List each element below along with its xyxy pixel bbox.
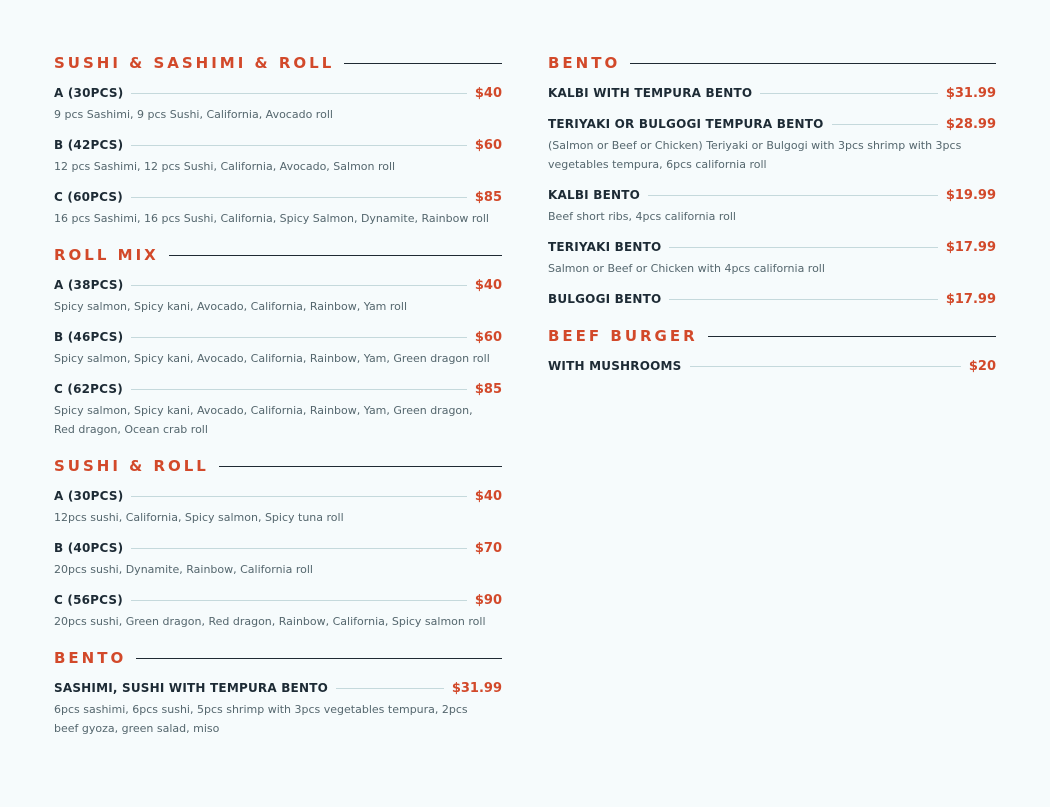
menu-item	[54, 590, 502, 631]
menu-item-name: C (62PCS)	[54, 382, 123, 396]
menu-item-name: WITH MUSHROOMS	[548, 359, 682, 373]
section-header	[548, 325, 996, 347]
menu-section	[548, 325, 996, 376]
menu-item-row	[548, 114, 996, 134]
menu-item	[54, 327, 502, 368]
menu-item	[54, 135, 502, 176]
menu-item-name: A (38PCS)	[54, 278, 124, 292]
section-items	[54, 83, 502, 228]
menu-item	[548, 185, 996, 226]
menu-item-name: A (30PCS)	[54, 86, 124, 100]
menu-item	[54, 486, 502, 527]
menu-item	[548, 237, 996, 278]
menu-item-name: KALBI WITH TEMPURA BENTO	[548, 86, 753, 100]
menu-item-leader	[131, 197, 467, 198]
menu-item	[54, 275, 502, 316]
menu-item-price: $31.99	[451, 680, 502, 696]
section-header	[54, 52, 502, 74]
menu-item-description: 20pcs sushi, Green dragon, Red dragon, Rainbow, California, Spicy salmon roll	[54, 615, 486, 628]
menu-item-row	[54, 486, 502, 506]
menu-item-leader	[669, 247, 937, 248]
menu-item-name: TERIYAKI BENTO	[548, 240, 662, 254]
menu-item-name: TERIYAKI OR BULGOGI TEMPURA BENTO	[548, 117, 824, 131]
menu-item-price: $85	[474, 381, 502, 397]
section-title: BENTO	[548, 54, 621, 72]
section-divider	[169, 255, 502, 256]
section-items	[54, 275, 502, 439]
section-items	[548, 356, 996, 376]
menu-item	[54, 678, 502, 738]
menu-item-price: $20	[968, 358, 996, 374]
menu-item-name: C (60PCS)	[54, 190, 123, 204]
menu-item-description: 16 pcs Sashimi, 16 pcs Sushi, California, Spicy Salmon, Dynamite, Rainbow roll	[54, 212, 489, 225]
menu-item-price: $17.99	[945, 239, 996, 255]
section-header	[54, 647, 502, 669]
menu-column-left	[54, 52, 502, 754]
menu-item	[54, 187, 502, 228]
menu-section	[548, 52, 996, 309]
menu-item-leader	[131, 600, 467, 601]
menu-item-name: KALBI BENTO	[548, 188, 640, 202]
menu-item-row	[54, 379, 502, 399]
menu-item-leader	[131, 145, 467, 146]
section-items	[548, 83, 996, 309]
menu-item-price: $28.99	[945, 116, 996, 132]
menu-item-row	[54, 538, 502, 558]
menu-item-price: $90	[474, 592, 502, 608]
menu-item-leader	[131, 285, 466, 286]
menu-item-row	[54, 83, 502, 103]
menu-item-price: $31.99	[945, 85, 996, 101]
section-header	[54, 455, 502, 477]
menu-item-price: $85	[474, 189, 502, 205]
menu-item-leader	[690, 366, 961, 367]
section-title: SUSHI & ROLL	[54, 457, 209, 475]
menu-item-row	[548, 83, 996, 103]
menu-item-leader	[832, 124, 938, 125]
menu-item-description: Salmon or Beef or Chicken with 4pcs california roll	[548, 262, 825, 275]
menu-item-row	[548, 185, 996, 205]
menu-item-leader	[760, 93, 938, 94]
menu-item-row	[548, 356, 996, 376]
section-title: BENTO	[54, 649, 127, 667]
menu-item-description: Spicy salmon, Spicy kani, Avocado, California, Rainbow, Yam, Green dragon, Red dragon, Ocean crab roll	[54, 404, 473, 436]
menu-item-description: 20pcs sushi, Dynamite, Rainbow, California roll	[54, 563, 313, 576]
menu-item-leader	[131, 337, 467, 338]
menu-item-description: (Salmon or Beef or Chicken) Teriyaki or Bulgogi with 3pcs shrimp with 3pcs vegetables tempura, 6pcs california roll	[548, 139, 962, 171]
menu-section	[54, 244, 502, 439]
menu-item-leader	[648, 195, 938, 196]
menu-item-description: 12 pcs Sashimi, 12 pcs Sushi, California, Avocado, Salmon roll	[54, 160, 396, 173]
section-header	[548, 52, 996, 74]
menu-item-leader	[131, 496, 466, 497]
menu-item-row	[54, 275, 502, 295]
section-divider	[344, 63, 502, 64]
menu-column-right	[548, 52, 996, 392]
menu-item-row	[548, 237, 996, 257]
menu-item-description: Spicy salmon, Spicy kani, Avocado, California, Rainbow, Yam roll	[54, 300, 408, 313]
section-divider	[708, 336, 996, 337]
menu-item-row	[54, 327, 502, 347]
menu-item-description: Beef short ribs, 4pcs california roll	[548, 210, 736, 223]
section-divider	[219, 466, 502, 467]
menu-item-name: SASHIMI, SUSHI WITH TEMPURA BENTO	[54, 681, 328, 695]
menu-item-name: B (42PCS)	[54, 138, 124, 152]
menu-item-price: $19.99	[945, 187, 996, 203]
menu-item-name: C (56PCS)	[54, 593, 123, 607]
menu-item-name: BULGOGI BENTO	[548, 292, 662, 306]
menu-item	[548, 356, 996, 376]
menu-item-description: 12pcs sushi, California, Spicy salmon, Spicy tuna roll	[54, 511, 344, 524]
menu-item	[54, 83, 502, 124]
section-title: BEEF BURGER	[548, 327, 698, 345]
section-divider	[136, 658, 502, 659]
section-header	[54, 244, 502, 266]
menu-item	[548, 289, 996, 309]
section-divider	[630, 63, 996, 64]
section-items	[54, 486, 502, 631]
menu-item-row	[54, 135, 502, 155]
menu-item-name: B (40PCS)	[54, 541, 124, 555]
menu-item-name: B (46PCS)	[54, 330, 124, 344]
menu-item-leader	[669, 299, 937, 300]
menu-item-price: $40	[474, 85, 502, 101]
menu-item-row	[54, 678, 502, 698]
menu-item-price: $17.99	[945, 291, 996, 307]
menu-item-price: $60	[474, 137, 502, 153]
menu-item-price: $40	[474, 488, 502, 504]
menu-item-leader	[131, 389, 467, 390]
menu-item	[54, 538, 502, 579]
menu-item	[548, 114, 996, 174]
section-title: ROLL MIX	[54, 246, 159, 264]
menu-item-name: A (30PCS)	[54, 489, 124, 503]
menu-section	[54, 647, 502, 738]
menu-item-description: Spicy salmon, Spicy kani, Avocado, California, Rainbow, Yam, Green dragon roll	[54, 352, 490, 365]
menu-item-price: $70	[474, 540, 502, 556]
menu-item-leader	[131, 548, 467, 549]
menu-item-row	[54, 187, 502, 207]
menu-item-price: $40	[474, 277, 502, 293]
menu-item-price: $60	[474, 329, 502, 345]
menu-item-leader	[131, 93, 466, 94]
menu-item-row	[54, 590, 502, 610]
menu-item	[54, 379, 502, 439]
menu-item-description: 9 pcs Sashimi, 9 pcs Sushi, California, Avocado roll	[54, 108, 333, 121]
menu-item	[548, 83, 996, 103]
section-title: SUSHI & SASHIMI & ROLL	[54, 54, 335, 72]
menu-item-description: 6pcs sashimi, 6pcs sushi, 5pcs shrimp with 3pcs vegetables tempura, 2pcs beef gyoza, green salad, miso	[54, 703, 468, 735]
menu-section	[54, 52, 502, 228]
menu-item-row	[548, 289, 996, 309]
menu-item-leader	[336, 688, 444, 689]
section-items	[54, 678, 502, 738]
menu-section	[54, 455, 502, 631]
